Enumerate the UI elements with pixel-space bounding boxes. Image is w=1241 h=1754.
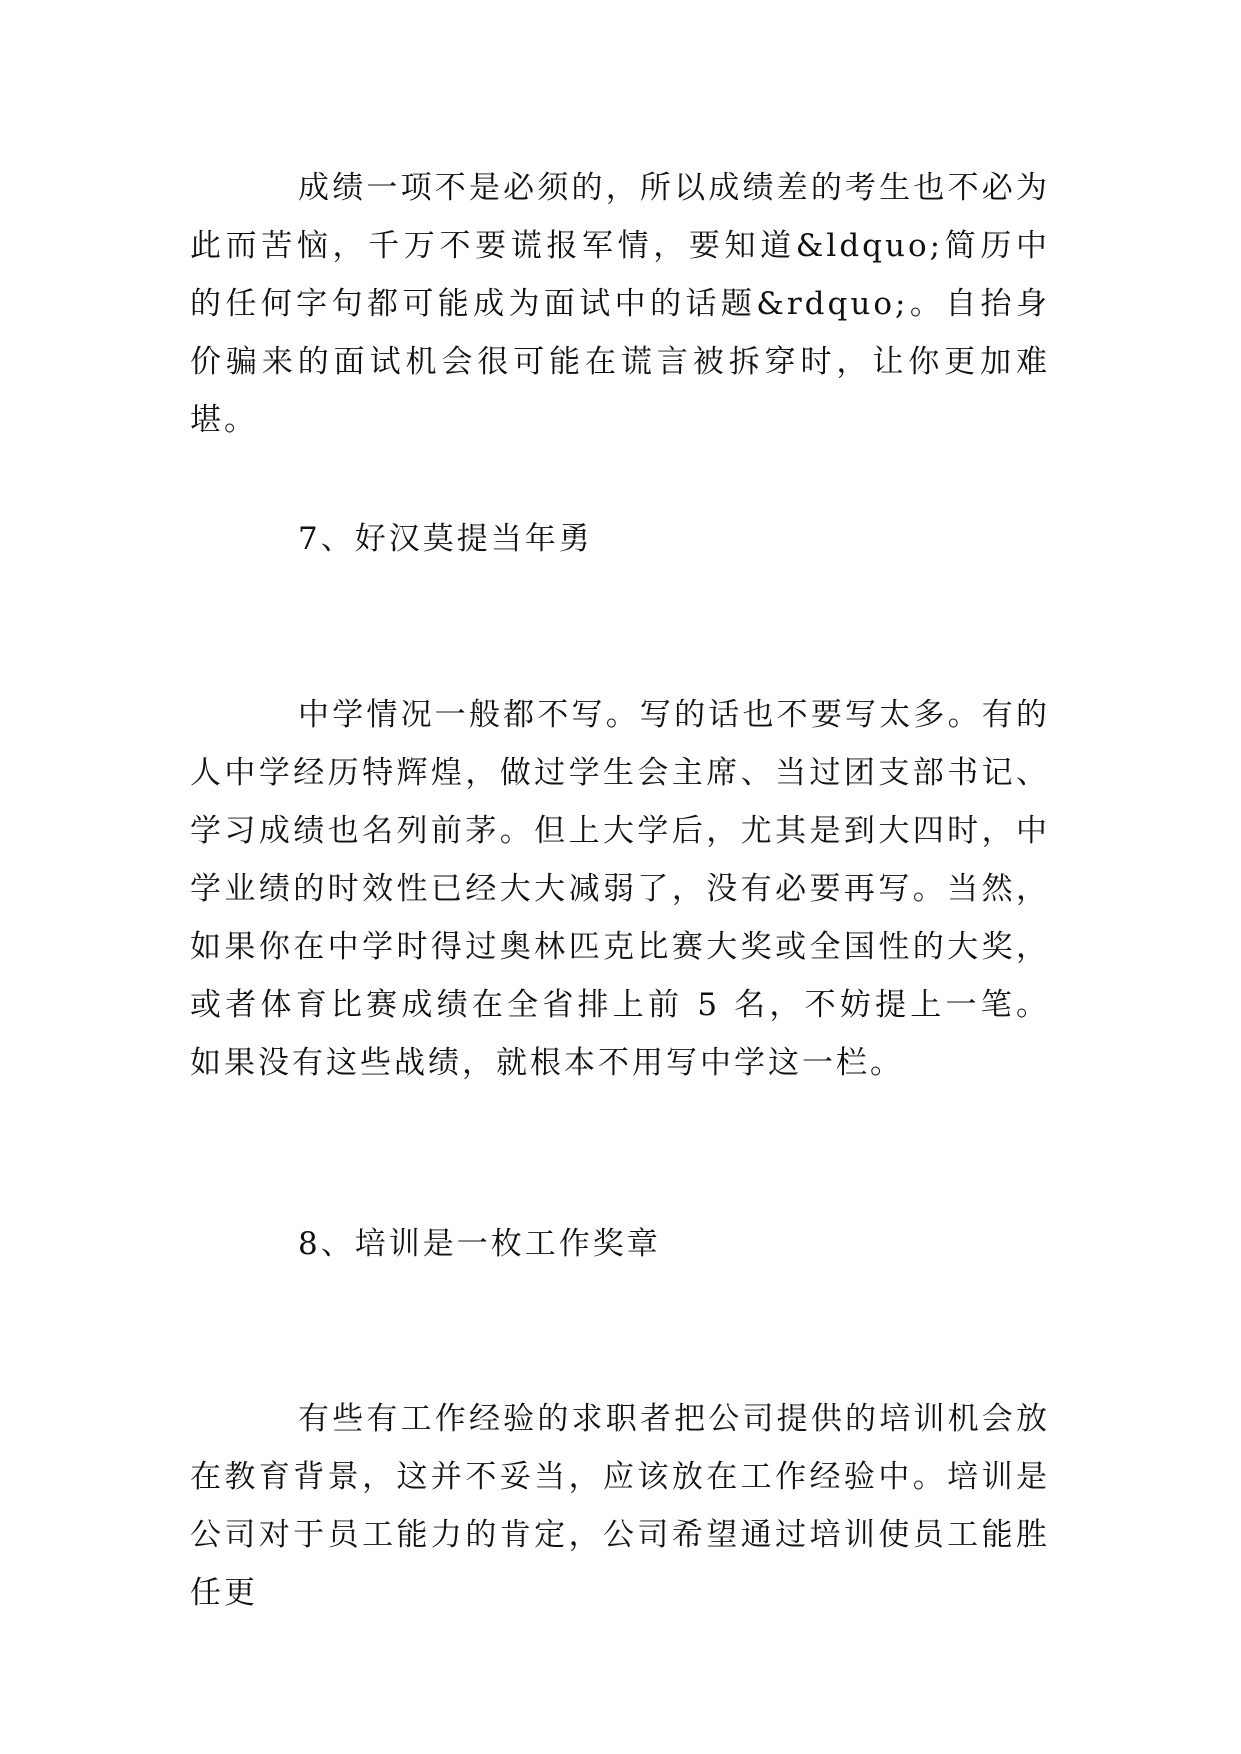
section-heading-8: 8、培训是一枚工作奖章 (298, 1226, 661, 1262)
section-heading-7: 7、好汉莫提当年勇 (298, 521, 593, 557)
paragraph-training: 有些有工作经验的求职者把公司提供的培训机会放在教育背景，这并不妥当，应该放在工作经验中。培训是公司对于员工能力的肯定，公司希望通过培训使员工能胜任更 (190, 1401, 1050, 1611)
paragraph-middle-school: 中学情况一般都不写。写的话也不要写太多。有的人中学经历特辉煌，做过学生会主席、当过团支部书记、学习成绩也名列前茅。但上大学后，尤其是到大四时，中学业绩的时效性已经大大减弱了，没有必要再写。当然，如果你在中学时得过奥林匹克比赛大奖或全国性的大奖，或者体育比赛成绩在全省排上前 5 名，不妨提上一笔。如果没有这些战绩，就根本不用写中学这一栏。 (190, 697, 1050, 1081)
paragraph-grades: 成绩一项不是必须的，所以成绩差的考生也不必为此而苦恼，千万不要谎报军情，要知道&ldquo;简历中的任何字句都可能成为面试中的话题&rdquo;。自抬身价骗来的面试机会很可能在谎言被拆穿时，让你更加难堪。 (190, 170, 1050, 438)
